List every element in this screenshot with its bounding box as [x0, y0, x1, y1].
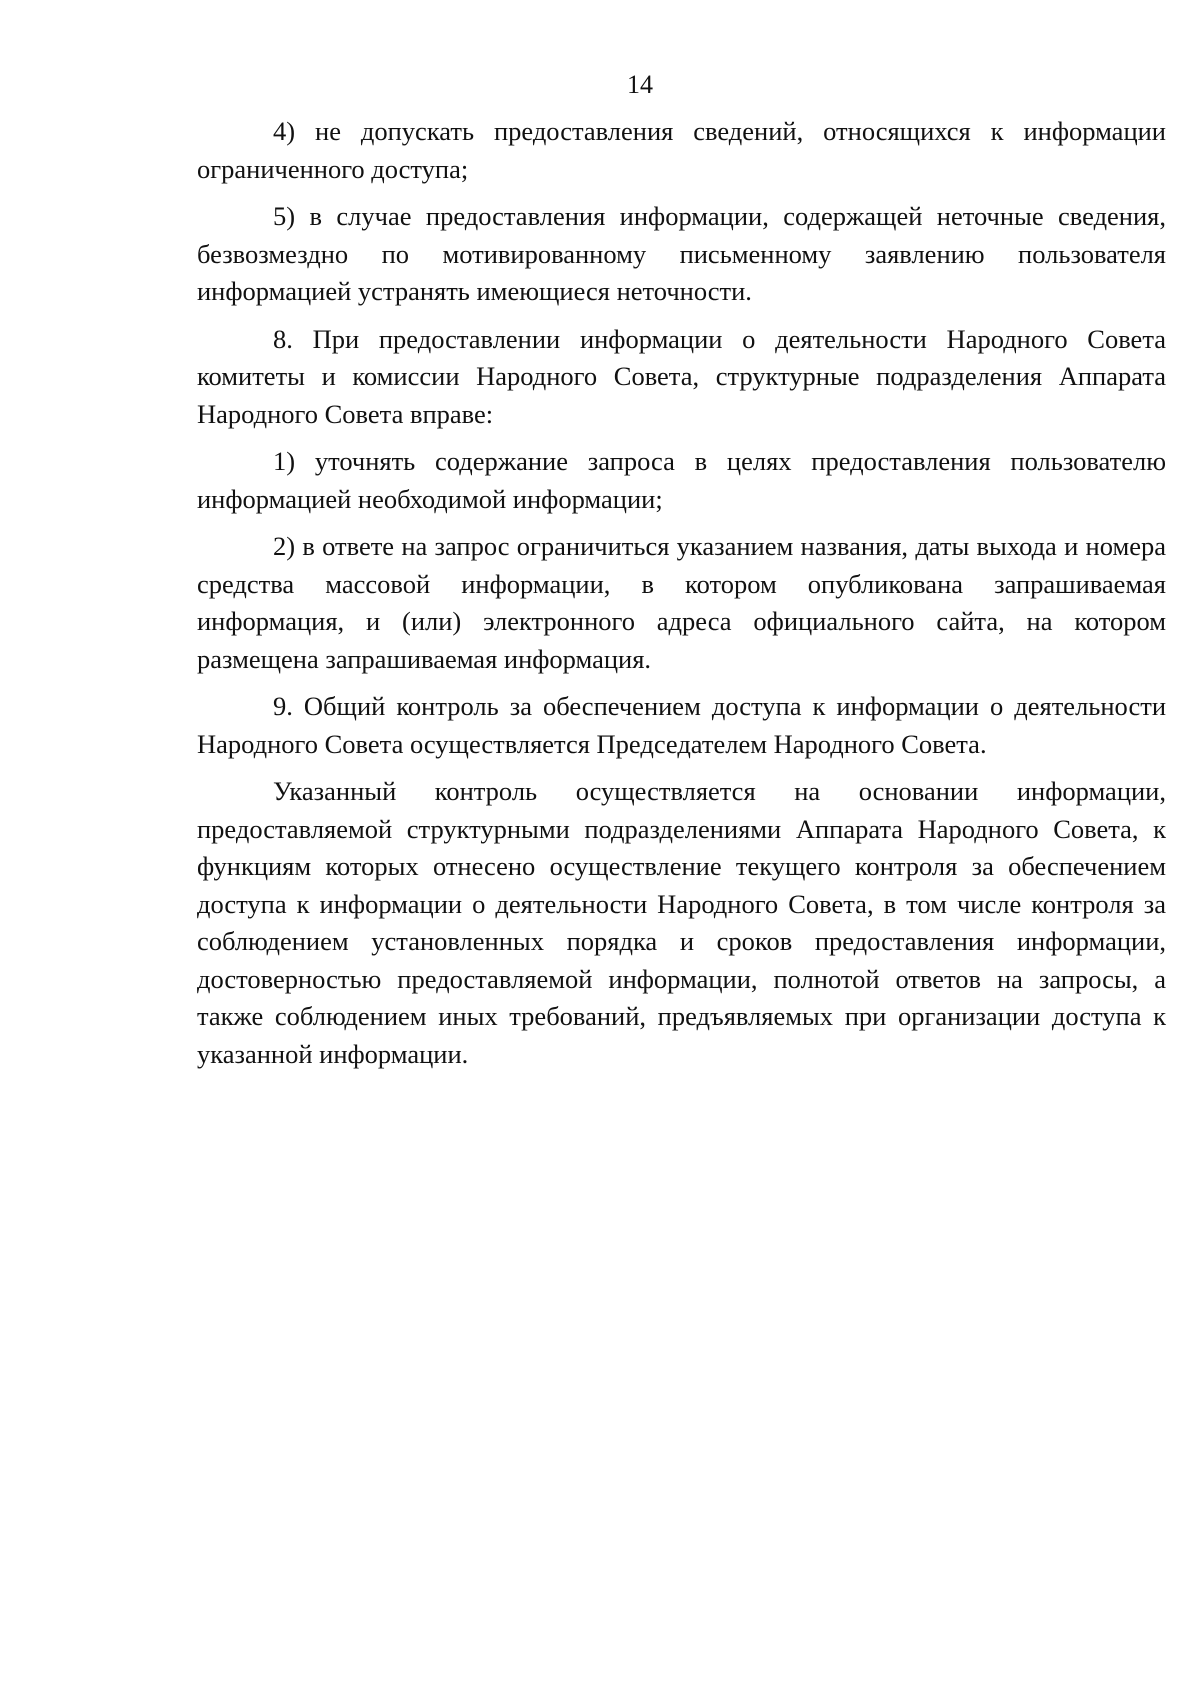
- paragraph-section-9: 9. Общий контроль за обеспечением доступа к информации о деятельности Народного Совета осуществляется Председателем Народного Совета.: [197, 691, 1166, 759]
- paragraph-item-1: 1) уточнять содержание запроса в целях предоставления пользователю информацией необходимой информации;: [197, 446, 1166, 514]
- paragraph-item-2: 2) в ответе на запрос ограничиться указанием названия, даты выхода и номера средства массовой информации, в котором опубликована запрашиваемая информация, и (или) электронного адреса официального сайта, на котором размещена запрашиваемая информация.: [197, 531, 1166, 674]
- paragraph-item-5: 5) в случае предоставления информации, содержащей неточные сведения, безвозмездно по мотивированному письменному заявлению пользователя информацией устранять имеющиеся неточности.: [197, 201, 1166, 306]
- paragraph-item-4: 4) не допускать предоставления сведений, относящихся к информации ограниченного доступа;: [197, 116, 1166, 184]
- page-number: 14: [627, 70, 653, 99]
- paragraph-control-details: Указанный контроль осуществляется на основании информации, предоставляемой структурными подразделениями Аппарата Народного Совета, к функциям которых отнесено осуществление текущего контроля за обеспечением доступа к информации о деятельности Народного Совета, в том числе контроля за соблюдением установленных порядка и сроков предоставления информации, достоверностью предоставляемой информации, полнотой ответов на запросы, а также соблюдением иных требований, предъявляемых при организации доступа к указанной информации.: [197, 776, 1166, 1069]
- paragraph-section-8: 8. При предоставлении информации о деятельности Народного Совета комитеты и комиссии Народного Совета, структурные подразделения Аппарата Народного Совета вправе:: [197, 323, 1166, 429]
- document-body: [197, 113, 1166, 1083]
